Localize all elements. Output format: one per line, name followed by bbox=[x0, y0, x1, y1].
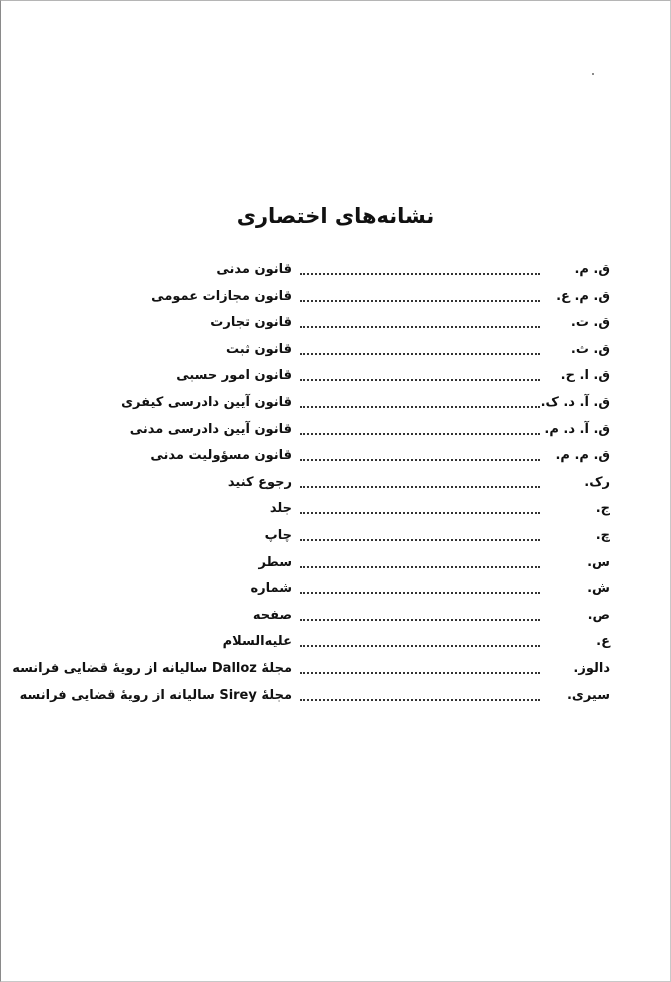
abbreviation-meaning: قانون مدنی bbox=[216, 262, 292, 277]
dot-leader bbox=[300, 566, 540, 568]
abbreviation-meaning: شماره bbox=[250, 581, 292, 597]
abbreviation: ق. م. bbox=[574, 262, 610, 277]
dot-leader bbox=[300, 379, 540, 381]
abbreviation-meaning: قانون امور حسبی bbox=[176, 368, 292, 384]
abbreviation: دالوز. bbox=[573, 660, 610, 676]
dot-leader bbox=[300, 699, 540, 701]
list-item bbox=[70, 578, 610, 605]
abbreviation: ق. آ. د. م. bbox=[544, 421, 610, 437]
abbreviation-meaning: علیه‌السلام bbox=[222, 634, 292, 650]
abbreviation: ق. ث. bbox=[570, 341, 610, 357]
abbreviation-meaning: رجوع کنید bbox=[227, 474, 292, 490]
dot-leader bbox=[300, 592, 540, 594]
dot-leader bbox=[300, 326, 540, 328]
abbreviation-meaning: صفحه bbox=[252, 607, 292, 623]
abbreviation-meaning: سطر bbox=[258, 554, 292, 570]
list-item bbox=[70, 419, 610, 446]
abbreviation-meaning: قانون تجارت bbox=[210, 315, 292, 331]
abbreviation-meaning: جلد bbox=[269, 501, 292, 517]
dot-leader bbox=[300, 273, 540, 275]
abbreviation-meaning: قانون آیین دادرسی کیفری bbox=[121, 394, 292, 410]
abbreviation: س. bbox=[587, 554, 610, 570]
abbreviation: رک. bbox=[584, 474, 610, 490]
list-item bbox=[70, 631, 610, 658]
dot-leader bbox=[300, 459, 540, 461]
dot-leader bbox=[300, 300, 540, 302]
abbreviation: ج. bbox=[595, 501, 610, 517]
speck-mark bbox=[592, 73, 594, 75]
abbreviation: ش. bbox=[587, 581, 610, 597]
list-item bbox=[70, 286, 610, 313]
list-item bbox=[70, 312, 610, 339]
abbreviation-meaning: قانون مسؤولیت مدنی bbox=[150, 448, 292, 464]
dot-leader bbox=[300, 486, 540, 488]
dot-leader bbox=[300, 353, 540, 355]
list-item bbox=[70, 552, 610, 579]
dot-leader bbox=[300, 433, 540, 435]
abbreviation-list bbox=[12, 259, 610, 711]
abbreviation-meaning: قانون آیین دادرسی مدنی bbox=[129, 421, 292, 437]
abbreviation-meaning: مجلهٔ Sirey سالیانه از رویهٔ قضایی فرانسه bbox=[19, 687, 292, 703]
list-item bbox=[70, 339, 610, 366]
abbreviation: ق. آ. د. ک. bbox=[540, 394, 610, 410]
abbreviation: ع. bbox=[596, 634, 610, 650]
list-item bbox=[19, 685, 610, 712]
abbreviation: ق. ا. ح. bbox=[560, 368, 610, 384]
abbreviation-meaning: قانون مجازات عمومی bbox=[151, 288, 292, 304]
abbreviation-meaning: مجلهٔ Dalloz سالیانه از رویهٔ قضایی فرانسه bbox=[12, 660, 292, 676]
dot-leader bbox=[300, 672, 540, 674]
page-title: نشانه‌های اختصاری bbox=[236, 204, 435, 228]
abbreviation-meaning: چاپ bbox=[264, 527, 292, 543]
list-item bbox=[70, 365, 610, 392]
list-item bbox=[70, 498, 610, 525]
abbreviation: ص. bbox=[587, 607, 610, 623]
dot-leader bbox=[300, 645, 540, 647]
dot-leader bbox=[300, 406, 540, 408]
list-item bbox=[12, 658, 610, 685]
abbreviation: ق. م. ع. bbox=[556, 288, 610, 304]
list-item bbox=[70, 259, 610, 286]
abbreviation: ق. ت. bbox=[570, 315, 610, 331]
dot-leader bbox=[300, 619, 540, 621]
dot-leader bbox=[300, 512, 540, 514]
list-item bbox=[70, 392, 610, 419]
list-item bbox=[70, 525, 610, 552]
abbreviation: ق. م. م. bbox=[555, 448, 610, 464]
abbreviation-meaning: قانون ثبت bbox=[226, 341, 292, 357]
list-item bbox=[70, 605, 610, 632]
abbreviation: سیری. bbox=[566, 687, 610, 703]
dot-leader bbox=[300, 539, 540, 541]
list-item bbox=[70, 472, 610, 499]
list-item bbox=[70, 445, 610, 472]
abbreviation: چ. bbox=[595, 527, 610, 543]
